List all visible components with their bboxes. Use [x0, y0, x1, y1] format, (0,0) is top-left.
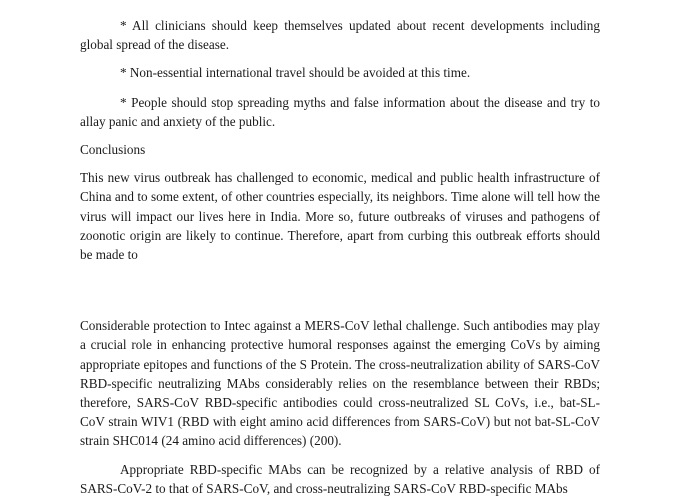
antibody-paragraph: Considerable protection to Intec against a MERS-CoV lethal challenge. Such antibodies may play a crucial role in enhancing protective humoral responses against the emerging CoVs by aiming appropriate epitopes and functions of the S Protein. The cross-neutralization ability of SARS-CoV RBD-specific neutralizing MAbs considerably relies on the resemblance between their RBDs; therefore, SARS-CoV RBD-specific antibodies could cross-neutralized SL CoVs, i.e., bat-SL-CoV strain WIV1 (RBD with eight amino acid differences from SARS-CoV) but not bat-SL-CoV strain SHC014 (24 amino acid differences) (200).: [80, 318, 600, 449]
section-heading-conclusions: Conclusions: [80, 142, 146, 158]
final-paragraph: Appropriate RBD-specific MAbs can be recognized by a relative analysis of RBD of SARS-CoV-2 to that of SARS-CoV, and cross-neutralizing SARS-CoV RBD-specific MAbs: [80, 461, 600, 496]
bullet-myths: * People should stop spreading myths and false information about the disease and try to allay panic and anxiety of the public.: [80, 94, 600, 129]
conclusion-paragraph: This new virus outbreak has challenged to economic, medical and public health infrastructure of China and to some extent, of other countries especially, its neighbors. Time alone will tell how the virus will impact our lives here in India. More so, future outbreaks of viruses and pathogens of zoonotic origin are likely to continue. Therefore, apart from curbing this outbreak efforts should be made to: [80, 170, 600, 263]
document-page: [80, 16, 600, 498]
bullet-clinicians: * All clinicians should keep themselves updated about recent developments including global spread of the disease.: [80, 18, 600, 53]
bullet-travel: * Non-essential international travel should be avoided at this time.: [120, 65, 471, 81]
